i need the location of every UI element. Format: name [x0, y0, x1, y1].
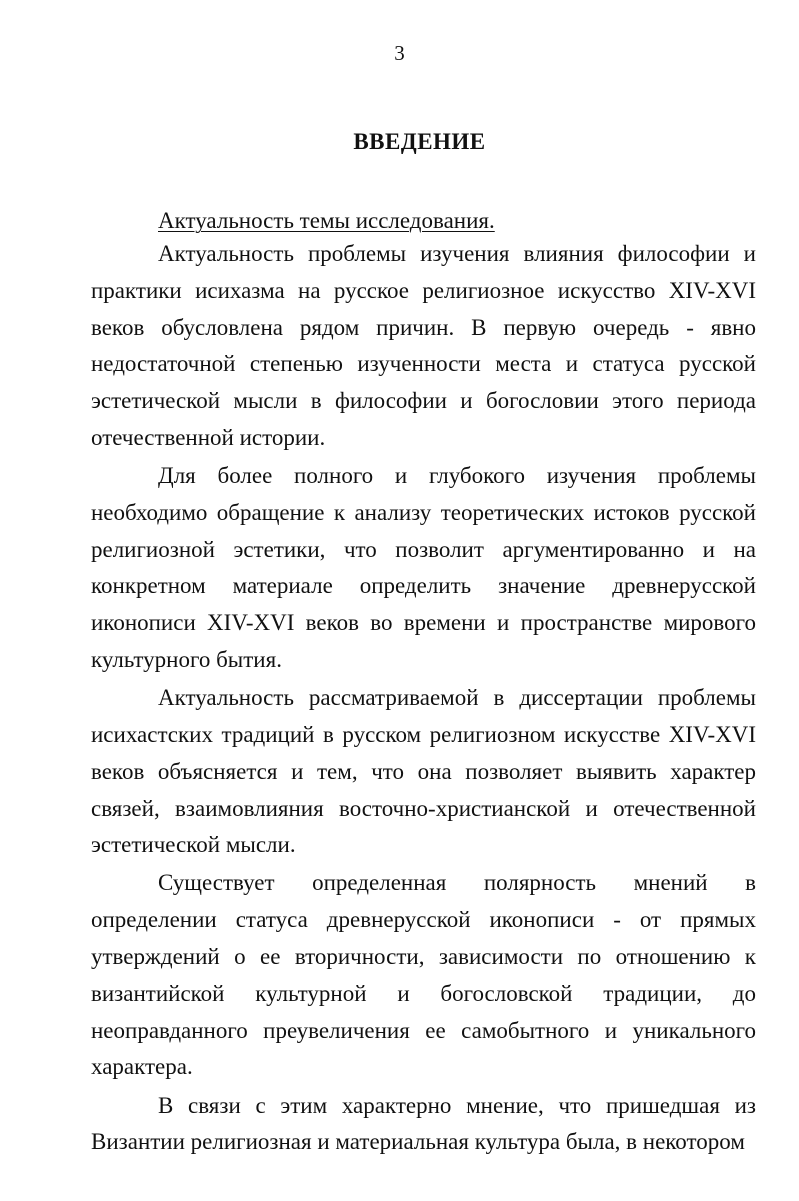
body-text	[91, 236, 756, 1162]
paragraph: Для более полного и глубокого изучения проблемы необходимо обращение к анализу теоретических истоков русской религиозной эстетики, что позволит аргументированно и на конкретном материале определить значение древнерусской иконописи XIV-XVI веков во времени и пространстве мирового культурного бытия.	[91, 463, 756, 673]
subheading: Актуальность темы исследования.	[158, 208, 495, 233]
paragraph: В связи с этим характерно мнение, что пришедшая из Византии религиозная и материальная культура была, в некотором	[91, 1092, 756, 1155]
paragraph: Актуальность рассматриваемой в диссертации проблемы исихастских традиций в русском религиозном искусстве XIV-XVI веков объясняется и тем, что она позволяет выявить характер связей, взаимовлияния восточно-христианской и отечественной эстетической мысли.	[91, 685, 756, 858]
section-title: ВВЕДЕНИЕ	[353, 129, 486, 154]
page-number: 3	[394, 41, 405, 65]
paragraph: Актуальность проблемы изучения влияния философии и практики исихазма на русское религиозное искусство XIV-XVI веков обусловлена рядом причин. В первую очередь - явно недостаточной степенью изученности места и статуса русской эстетической мысли в философии и богословии этого периода отечественной истории.	[91, 241, 756, 450]
paragraph: Существует определенная полярность мнений в определении статуса древнерусской иконописи - от прямых утверждений о ее вторичности, зависимости по отношению к византийской культурной и богословской традиции, до неоправданного преувеличения ее самобытного и уникального характера.	[91, 870, 756, 1080]
